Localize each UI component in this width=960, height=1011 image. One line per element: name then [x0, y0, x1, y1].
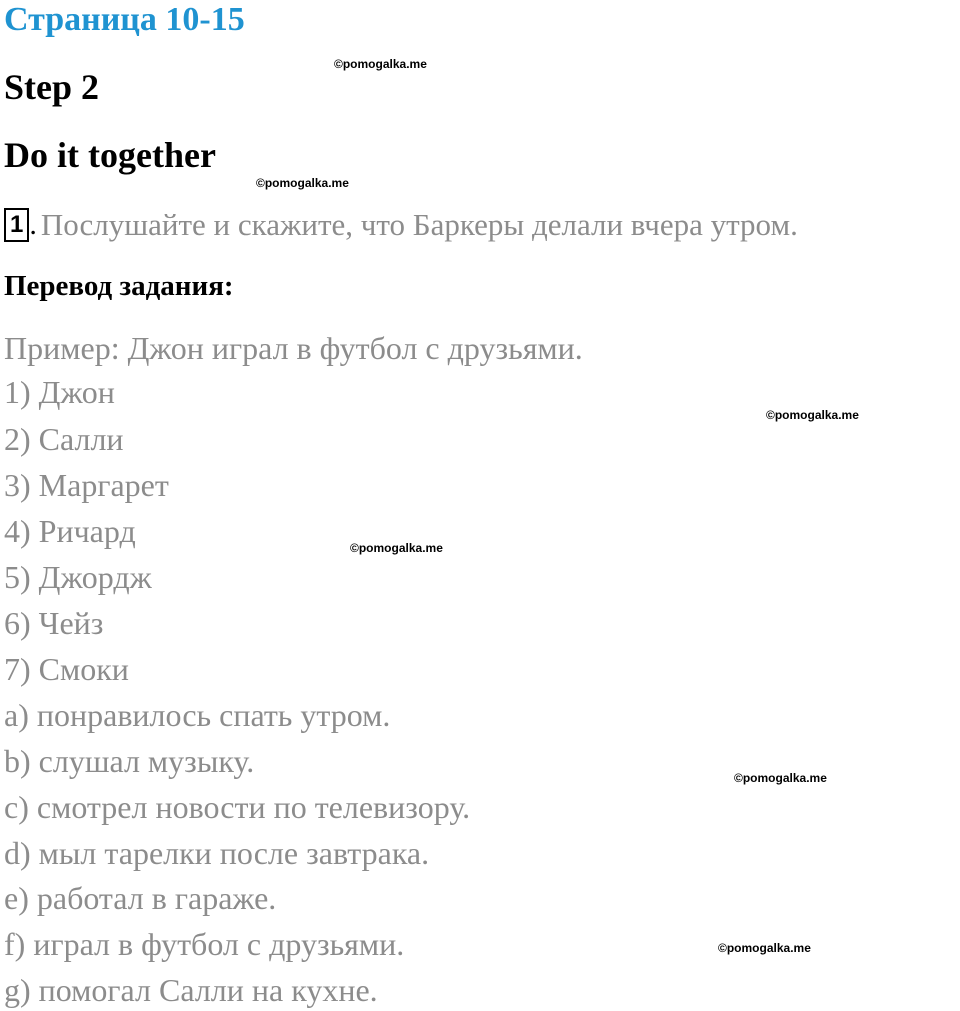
task-text: Послушайте и скажите, что Баркеры делали вчера утром.: [40, 207, 798, 242]
example-line: Пример: Джон играл в футбол с друзьями.: [4, 330, 583, 366]
list-item: d) мыл тарелки после завтрака.: [4, 835, 430, 871]
watermark: ©pomogalka.me: [766, 408, 859, 422]
list-item: e) работал в гараже.: [4, 880, 277, 916]
watermark: ©pomogalka.me: [334, 57, 427, 71]
watermark: ©pomogalka.me: [734, 771, 827, 785]
task-number-dot: .: [29, 208, 37, 241]
section-title: Do it together: [4, 135, 216, 175]
watermark: ©pomogalka.me: [350, 541, 443, 555]
list-item: 3) Маргарет: [4, 467, 169, 503]
list-item: 5) Джордж: [4, 559, 152, 595]
task-row: [4, 204, 798, 246]
watermark: ©pomogalka.me: [256, 176, 349, 190]
list-item: a) понравилось спать утром.: [4, 697, 391, 733]
list-item: g) помогал Салли на кухне.: [4, 972, 378, 1008]
task-number-box: 1: [4, 208, 29, 242]
list-item: b) слушал музыку.: [4, 743, 255, 779]
list-item: 4) Ричард: [4, 513, 136, 549]
step-title: Step 2: [4, 67, 100, 107]
translation-heading: Перевод задания:: [4, 270, 234, 302]
watermark: ©pomogalka.me: [718, 941, 811, 955]
list-item: c) смотрел новости по телевизору.: [4, 789, 471, 825]
list-item: 2) Салли: [4, 421, 124, 457]
list-item: 7) Смоки: [4, 651, 129, 687]
page-title: Страница 10-15: [4, 1, 245, 38]
list-item: f) играл в футбол с друзьями.: [4, 926, 405, 962]
list-item: 1) Джон: [4, 374, 115, 410]
list-item: 6) Чейз: [4, 605, 104, 641]
